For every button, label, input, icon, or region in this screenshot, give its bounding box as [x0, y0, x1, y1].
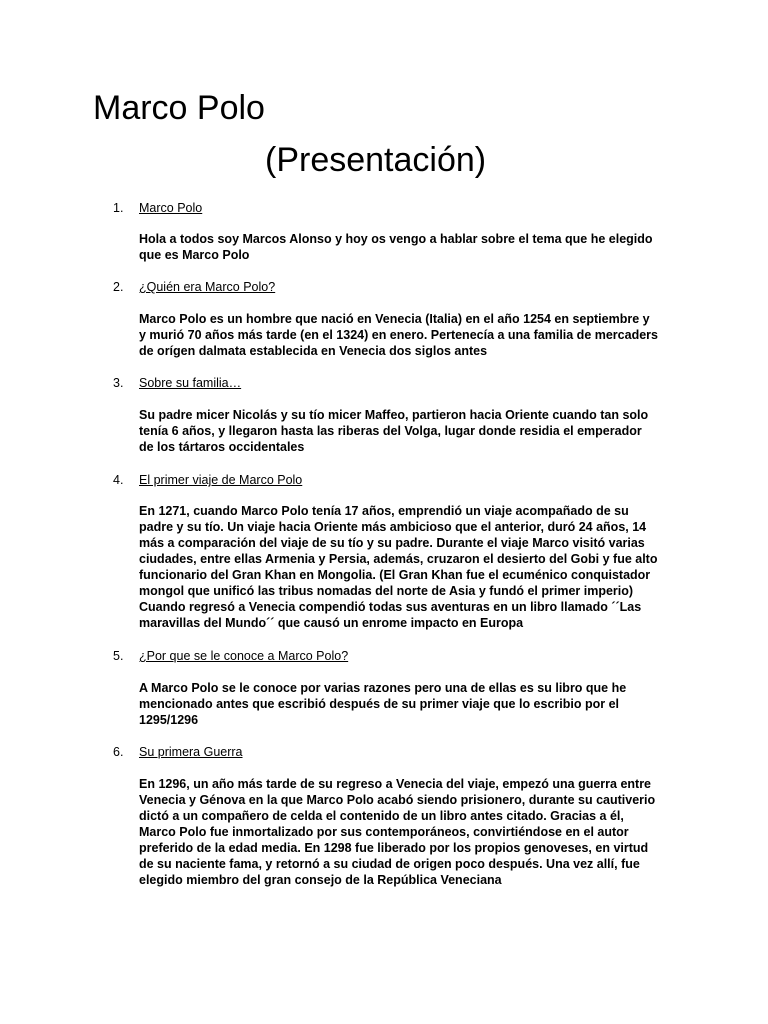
body-line: Marco Polo es un hombre que nació en Venecia (Italia) en el año 1254 en septiembre y: [139, 312, 650, 326]
section-number: 5.: [113, 649, 124, 663]
section-body: [139, 503, 679, 631]
section-heading: Sobre su familia…: [139, 376, 242, 390]
body-line: que es Marco Polo: [139, 248, 250, 262]
section-heading: El primer viaje de Marco Polo: [139, 473, 303, 487]
section-number: 4.: [113, 473, 124, 487]
body-line: de los tártaros occidentales: [139, 440, 305, 454]
body-line: En 1296, un año más tarde de su regreso a Venecia del viaje, empezó una guerra entre: [139, 777, 652, 791]
body-line: 1295/1296: [139, 713, 199, 727]
section-heading: ¿Quién era Marco Polo?: [139, 280, 276, 294]
page-subtitle: (Presentación): [265, 141, 487, 179]
body-line: Cuando regresó a Venecia compendió todas sus aventuras en un libro llamado ´´Las: [139, 600, 642, 614]
body-line: Marco Polo fue inmortalizado por sus contemporáneos, convirtiéndose en el autor: [139, 825, 629, 839]
body-line: dictó a un compañero de celda el contenido de un libro antes citado. Gracias a él,: [139, 809, 624, 823]
body-line: ciudades, entre ellas Armenia y Persia, además, cruzaron el desierto del Gobi y fue alto: [139, 552, 658, 566]
body-line: Hola a todos soy Marcos Alonso y hoy os vengo a hablar sobre el tema que he elegido: [139, 232, 653, 246]
body-line: de orígen dalmata establecida en Venecia dos siglos antes: [139, 344, 488, 358]
section-heading: Marco Polo: [139, 201, 203, 215]
section-body: [139, 407, 679, 455]
section-heading: Su primera Guerra: [139, 745, 243, 759]
body-line: Venecia y Génova en la que Marco Polo acabó siendo prisionero, durante su cautiverio: [139, 793, 656, 807]
body-line: más a comparación del viaje de su tío y su padre. Durante el viaje Marco visitó varias: [139, 536, 645, 550]
section-body: [139, 680, 679, 728]
body-line: de su naciente fama, y retornó a su ciudad de origen poco después. Una vez allí, fue: [139, 857, 640, 871]
section-body: [139, 776, 679, 888]
body-line: y murió 70 años más tarde (en el 1324) en enero. Pertenecía a una familia de mercaders: [139, 328, 658, 342]
body-line: preferido de la edad media. En 1298 fue liberado por los propios genoveses, en virtud: [139, 841, 649, 855]
body-line: maravillas del Mundo´´ que causó un enrome impacto en Europa: [139, 616, 524, 630]
section-body: [139, 311, 679, 359]
section-number: 3.: [113, 376, 124, 390]
section-body: [139, 231, 679, 263]
section-number: 2.: [113, 280, 124, 294]
body-line: mencionado antes que escribió después de su primer viaje que lo escribio por el: [139, 697, 620, 711]
section-number: 1.: [113, 201, 124, 215]
section-number: 6.: [113, 745, 124, 759]
body-line: En 1271, cuando Marco Polo tenía 17 años, emprendió un viaje acompañado de su: [139, 504, 629, 518]
body-line: elegido miembro del gran consejo de la República Veneciana: [139, 873, 502, 887]
page-title: Marco Polo: [93, 89, 265, 127]
body-line: funcionario del Gran Khan en Mongolia. (El Gran Khan fue el ecuménico conquistador: [139, 568, 651, 582]
section-heading: ¿Por que se le conoce a Marco Polo?: [139, 649, 349, 663]
body-line: Su padre micer Nicolás y su tío micer Maffeo, partieron hacia Oriente cuando tan solo: [139, 408, 649, 422]
body-line: A Marco Polo se le conoce por varias razones pero una de ellas es su libro que he: [139, 681, 627, 695]
body-line: padre y su tío. Un viaje hacia Oriente más ambicioso que el anterior, duró 24 años, 14: [139, 520, 647, 534]
body-line: tenía 6 años, y llegaron hasta las riberas del Volga, lugar donde residia el emperador: [139, 424, 642, 438]
body-line: mongol que unificó las tribus nomadas del norte de Asia y fundó el primer imperio): [139, 584, 634, 598]
